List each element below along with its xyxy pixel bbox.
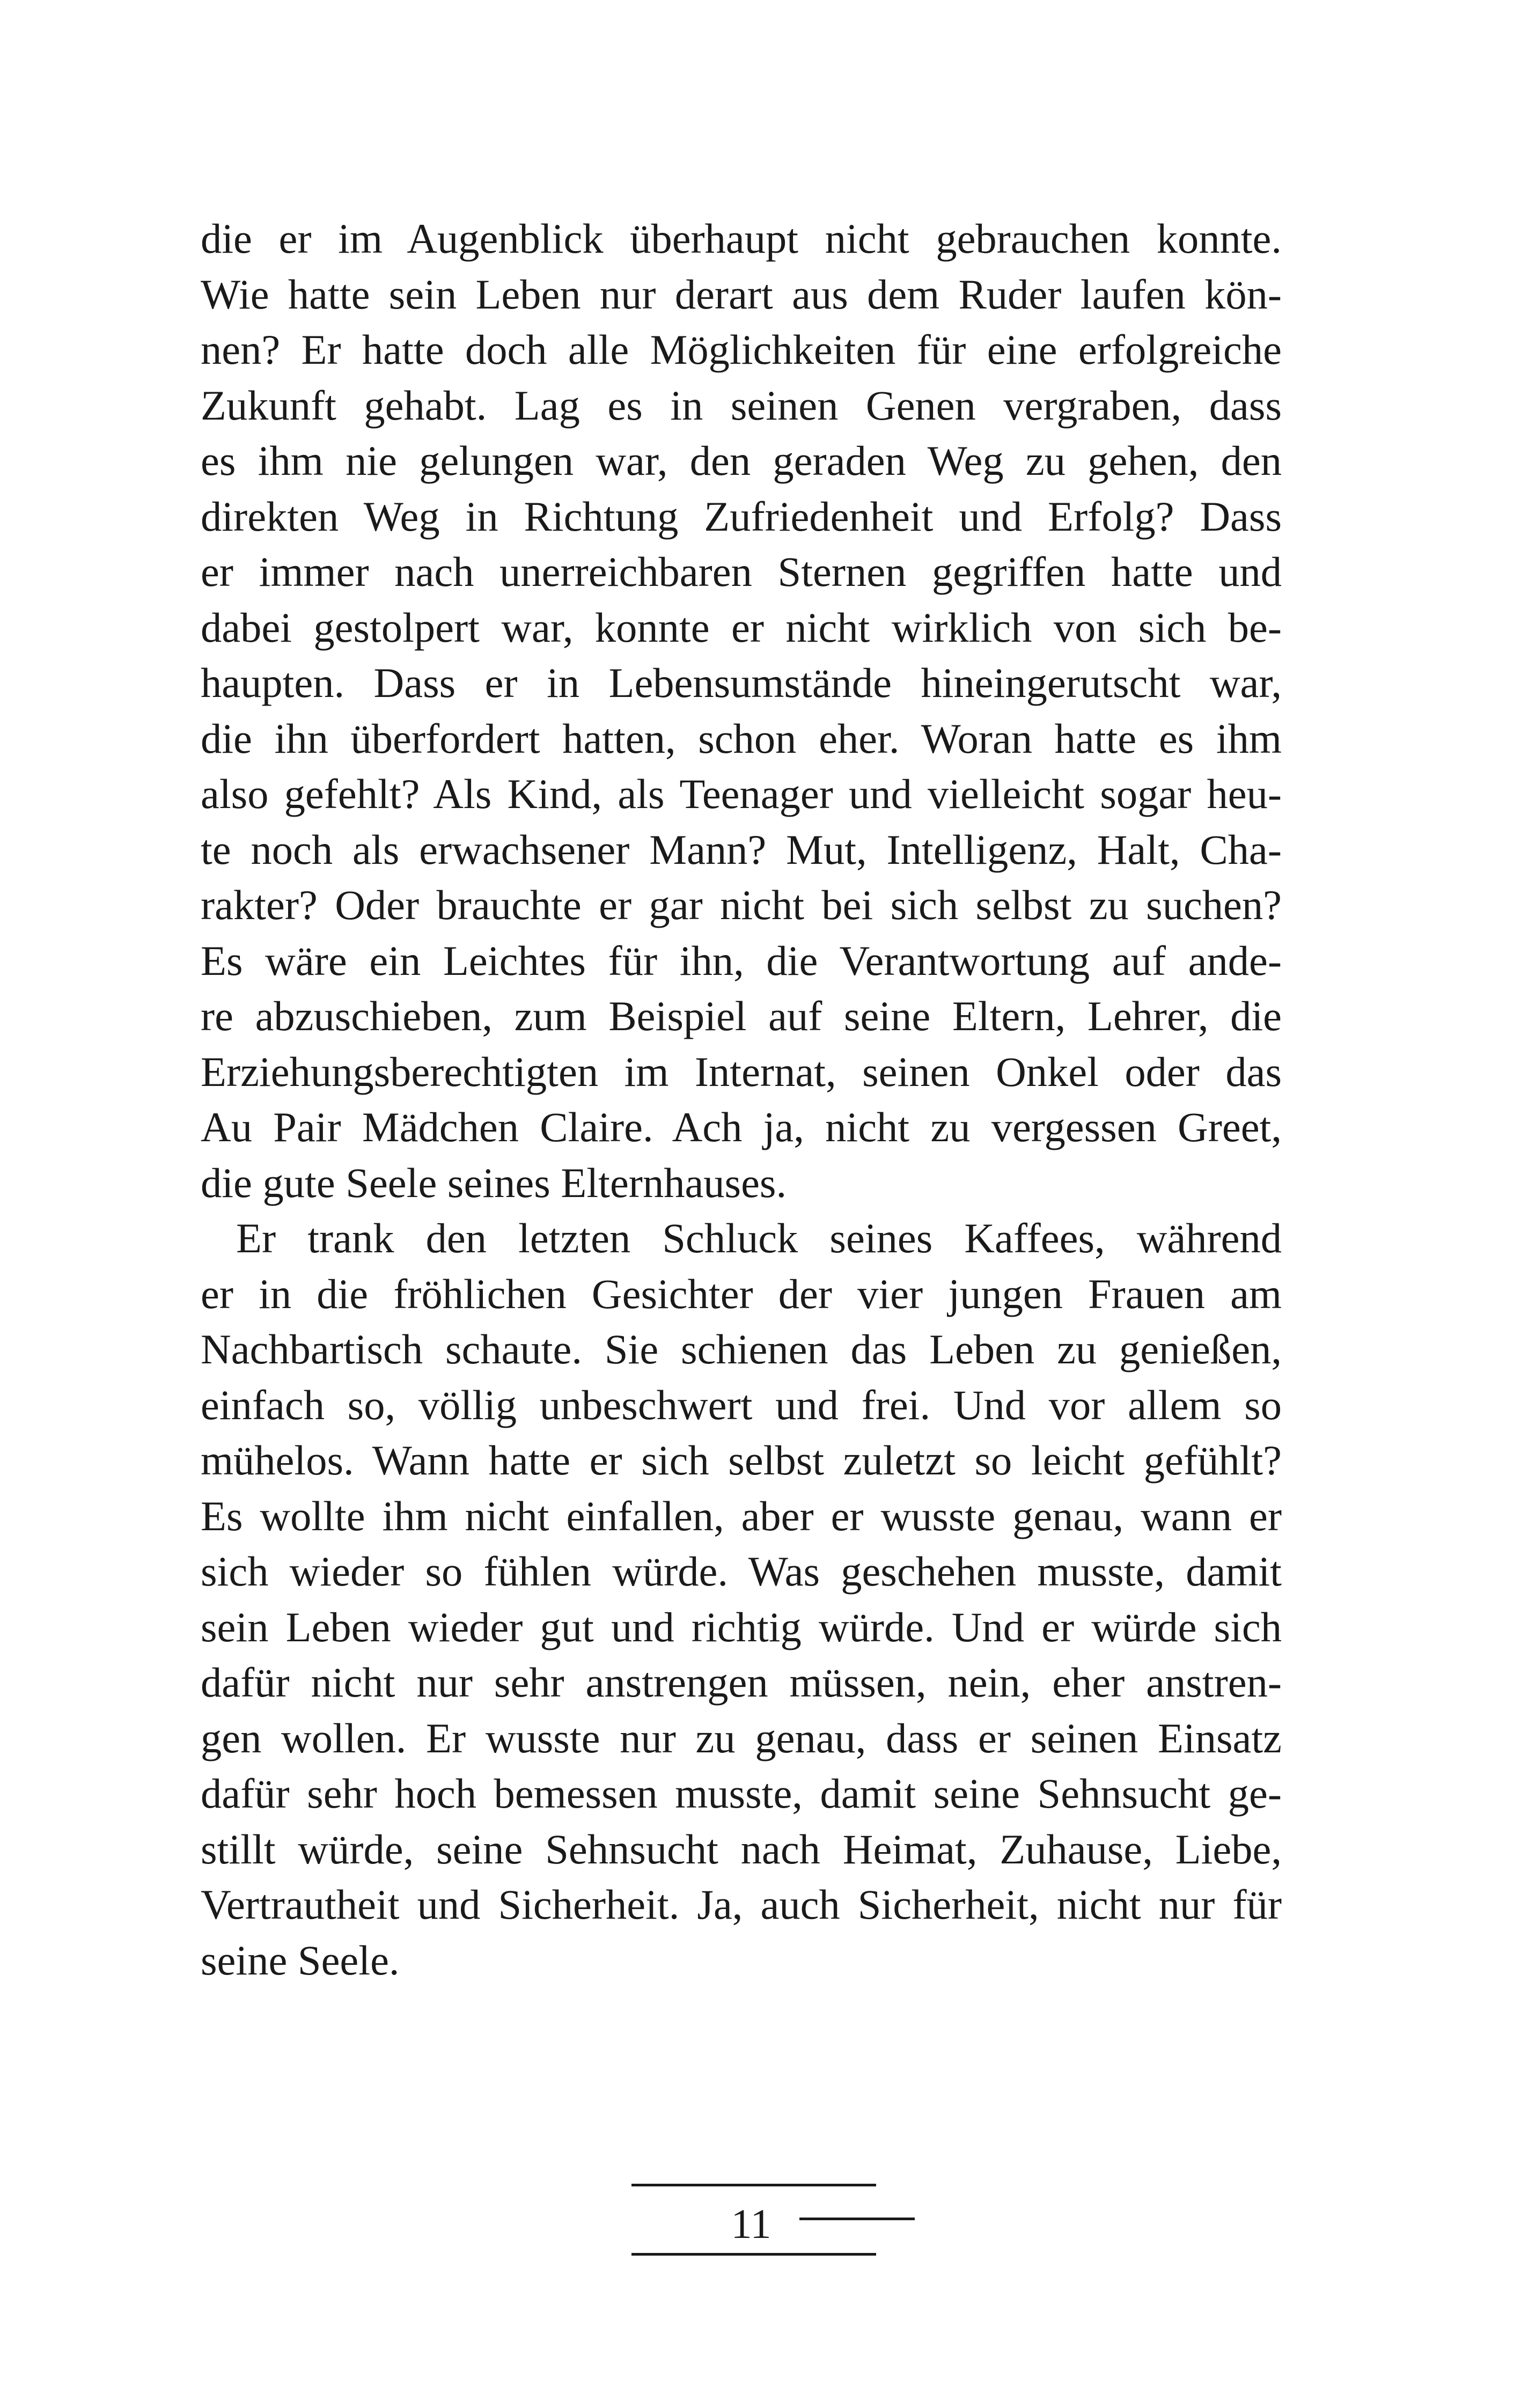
text-line: haupten. Dass er in Lebensumstände hineingerutscht war, bbox=[201, 659, 1282, 706]
footer-rule-bottom bbox=[631, 2253, 876, 2256]
text-line: einfach so, völlig unbeschwert und frei. Und vor allem so bbox=[201, 1381, 1282, 1428]
text-line: stillt würde, seine Sehnsucht nach Heimat, Zuhause, Liebe, bbox=[201, 1825, 1282, 1873]
footer-rule-middle bbox=[799, 2218, 915, 2220]
text-line: Zukunft gehabt. Lag es in seinen Genen vergraben, dass bbox=[201, 381, 1282, 429]
text-line: die ihn überfordert hatten, schon eher. Woran hatte es ihm bbox=[201, 715, 1282, 762]
text-line: Nachbartisch schaute. Sie schienen das Leben zu genießen, bbox=[201, 1326, 1282, 1372]
text-line: also gefehlt? Als Kind, als Teenager und vielleicht sogar heu- bbox=[201, 770, 1282, 817]
text-line: sich wieder so fühlen würde. Was geschehen musste, damit bbox=[201, 1548, 1282, 1595]
text-line: dafür nicht nur sehr anstrengen müssen, nein, eher anstren- bbox=[201, 1659, 1282, 1706]
page-footer bbox=[0, 2184, 1521, 2259]
text-line: es ihm nie gelungen war, den geraden Weg zu gehen, den bbox=[201, 437, 1282, 484]
text-line: Erziehungsberechtigten im Internat, seinen Onkel oder das bbox=[201, 1048, 1282, 1095]
text-line: er in die fröhlichen Gesichter der vier jungen Frauen am bbox=[201, 1270, 1282, 1317]
text-line: seine Seele. bbox=[201, 1936, 400, 1984]
text-line: nen? Er hatte doch alle Möglichkeiten für eine erfolgreiche bbox=[201, 326, 1282, 373]
text-line: er immer nach unerreichbaren Sternen gegriffen hatte und bbox=[201, 548, 1282, 595]
text-line: die gute Seele seines Elternhauses. bbox=[201, 1159, 787, 1206]
text-line: die er im Augenblick überhaupt nicht gebrauchen konnte. bbox=[201, 215, 1282, 262]
text-line: dafür sehr hoch bemessen musste, damit seine Sehnsucht ge- bbox=[201, 1770, 1282, 1817]
text-line: Au Pair Mädchen Claire. Ach ja, nicht zu vergessen Greet, bbox=[201, 1104, 1282, 1150]
footer-rule-top bbox=[631, 2184, 876, 2186]
paragraph bbox=[201, 211, 1282, 1210]
text-line: gen wollen. Er wusste nur zu genau, dass er seinen Einsatz bbox=[201, 1714, 1282, 1761]
text-line: Es wollte ihm nicht einfallen, aber er wusste genau, wann er bbox=[201, 1492, 1282, 1539]
text-line: Es wäre ein Leichtes für ihn, die Verantwortung auf ande- bbox=[201, 937, 1282, 984]
text-line: sein Leben wieder gut und richtig würde. Und er würde sich bbox=[201, 1603, 1282, 1650]
text-line: Wie hatte sein Leben nur derart aus dem Ruder laufen kön- bbox=[201, 270, 1282, 318]
text-line: rakter? Oder brauchte er gar nicht bei sich selbst zu suchen? bbox=[201, 882, 1282, 928]
text-line: Vertrautheit und Sicherheit. Ja, auch Sicherheit, nicht nur für bbox=[201, 1881, 1282, 1928]
text-line: te noch als erwachsener Mann? Mut, Intelligenz, Halt, Cha- bbox=[201, 826, 1282, 873]
body-text bbox=[201, 211, 1282, 1988]
text-line: direkten Weg in Richtung Zufriedenheit und Erfolg? Dass bbox=[201, 493, 1282, 540]
page-number: 11 bbox=[731, 2200, 771, 2247]
paragraph bbox=[201, 1210, 1282, 1988]
text-line: Er trank den letzten Schluck seines Kaffees, während bbox=[236, 1215, 1282, 1261]
text-line: mühelos. Wann hatte er sich selbst zuletzt so leicht gefühlt? bbox=[201, 1437, 1282, 1484]
text-line: dabei gestolpert war, konnte er nicht wirklich von sich be- bbox=[201, 604, 1282, 651]
text-line: re abzuschieben, zum Beispiel auf seine Eltern, Lehrer, die bbox=[201, 993, 1282, 1039]
